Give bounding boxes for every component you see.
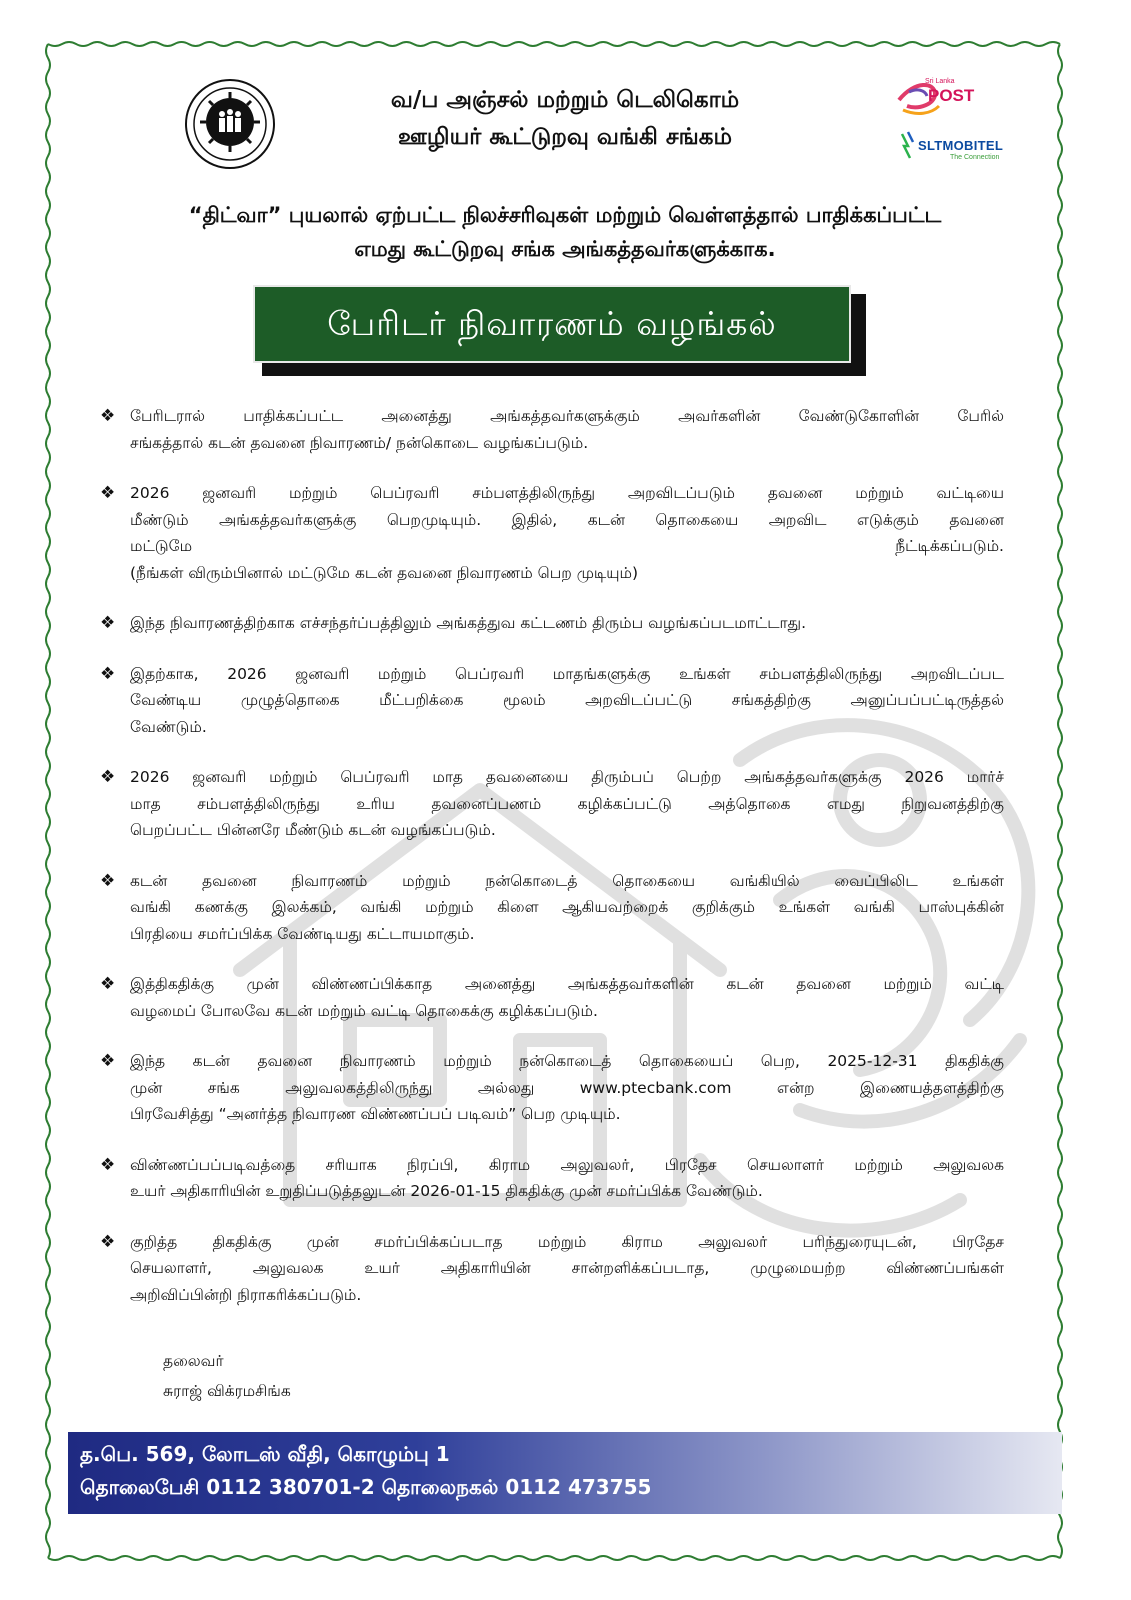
intro-line2: எமது கூட்டுறவு சங்க அங்கத்தவர்களுக்காக. (354, 237, 776, 261)
list-item-line: மீண்டும் அங்கத்தவர்களுக்கு பெறமுடியும். இதில், கடன் தொகையை அறவிட எடுக்கும் தவனை (130, 510, 1004, 529)
list-item-line: விண்ணப்பப்படிவத்தை சரியாக நிரப்பி, கிராம அலுவலர், பிரதேச செயலாளர் மற்றும் அலுவலக (130, 1155, 1004, 1174)
list-item (100, 1048, 1004, 1128)
list-item (100, 764, 1004, 844)
footer-phone-fax: தொலைபேசி 0112 380701-2 தொலைநகல் 0112 473755 (80, 1475, 652, 1499)
slt-tagline: The Connection (950, 154, 1000, 161)
list-item-line: இதற்காக, 2026 ஜனவரி மற்றும் பெப்ரவரி மாதங்களுக்கு உங்கள் சம்பளத்திலிருந்து அறவிடப்பட (130, 664, 1004, 683)
list-item-line: வேண்டிய முழுத்தொகை மீட்பறிக்கை மூலம் அறவிடப்பட்டு சங்கத்திற்கு அனுப்பப்பட்டிருத்தல் (130, 691, 1004, 709)
list-item-line: மாத சம்பளத்திலிருந்து உரிய தவனைப்பணம் கழிக்கப்பட்டு அத்தொகை எமது நிறுவனத்திற்கு (130, 794, 1004, 813)
list-item-line: இந்த நிவாரணத்திற்காக எச்சந்தர்ப்பத்திலும் அங்கத்துவ கட்டணம் திரும்ப வழங்கப்படமாட்டாது. (130, 614, 807, 632)
intro-line1: “திட்வா” புயலால் ஏற்பட்ட நிலச்சரிவுகள் மற்றும் வெள்ளத்தால் பாதிக்கப்பட்ட (188, 203, 942, 227)
list-item (100, 971, 1004, 1024)
list-item-line: பிரவேசித்து “அனர்த்த நிவாரண விண்ணப்பப் படிவம்” பெற முடியும். (130, 1105, 621, 1123)
diamond-bullet-icon: ❖ (100, 613, 116, 633)
diamond-bullet-icon: ❖ (100, 974, 116, 994)
footer-address: த.பெ. 569, லோடஸ் வீதி, கொழும்பு 1 (80, 1442, 450, 1466)
list-item (100, 480, 1004, 586)
list-item-line: (நீங்கள் விரும்பினால் மட்டுமே கடன் தவனை நிவாரணம் பெற முடியும்) (130, 563, 639, 582)
list-item (100, 403, 1004, 456)
list-item-line: பிரதியை சமர்ப்பிக்க வேண்டியது கட்டாயமாகும். (130, 924, 475, 943)
signatory-title: தலைவர் (163, 1352, 224, 1370)
signature-block (163, 1346, 291, 1406)
list-item-line: இந்த கடன் தவனை நிவாரணம் மற்றும் நன்கொடைத் தொகையைப் பெற, 2025-12-31 திகதிக்கு (130, 1052, 1004, 1070)
list-item-line: அறிவிப்பின்றி நிராகரிக்கப்படும். (130, 1285, 362, 1304)
list-item-line: வங்கி கணக்கு இலக்கம், வங்கி மற்றும் கிளை ஆகியவற்றைக் குறிக்கும் உங்கள் வங்கி பாஸ்புக்கின் (130, 898, 1004, 916)
diamond-bullet-icon: ❖ (100, 1051, 116, 1071)
relief-conditions-list (100, 403, 1004, 1332)
relief-banner-title: பேரிடர் நிவாரணம் வழங்கல் (253, 285, 851, 363)
union-seal-icon (184, 78, 276, 170)
list-item-line: மட்டுமே நீட்டிக்கப்படும். (130, 537, 1004, 555)
organization-title-line2: ஊழியர் கூட்டுறவு வங்கி சங்கம் (397, 124, 733, 150)
signatory-name: சுராஜ் விக்ரமசிங்க (163, 1382, 291, 1400)
list-item-line: உயர் அதிகாரியின் உறுதிப்படுத்தலுடன் 2026-01-15 திகதிக்கு முன் சமர்ப்பிக்க வேண்டும். (130, 1182, 763, 1200)
footer-contact (80, 1438, 651, 1504)
diamond-bullet-icon: ❖ (100, 1154, 116, 1175)
intro-heading (70, 198, 1060, 266)
list-item-line: இத்திகதிக்கு முன் விண்ணப்பிக்காத அனைத்து அங்கத்தவர்களின் கடன் தவனை மற்றும் வட்டி (130, 975, 1004, 993)
organization-title-line1: வ/ப அஞ்சல் மற்றும் டெலிகொம் (390, 87, 740, 113)
list-item-line: குறித்த திகதிக்கு முன் சமர்ப்பிக்கப்படாத மற்றும் கிராம அலுவலர் பரிந்துரையுடன், பிரதேச (130, 1232, 1004, 1251)
list-item-line: செயலாளர், அலுவலக உயர் அதிகாரியின் சான்றளிக்கப்படாத, முழுமையற்ற விண்ணப்பங்கள் (130, 1259, 1004, 1277)
list-item-line: 2026 ஜனவரி மற்றும் பெப்ரவரி சம்பளத்திலிருந்து அறவிடப்படும் தவனை மற்றும் வட்டியை (130, 484, 1004, 502)
slt-brand: SLTMOBITEL (918, 138, 1004, 153)
list-item-line: வேண்டும். (130, 717, 207, 736)
list-item (100, 610, 1004, 637)
post-brand-small: Sri Lanka (925, 78, 955, 85)
list-item-line: சங்கத்தால் கடன் தவனை நிவாரணம்/ நன்கொடை வழங்கப்படும். (130, 433, 589, 452)
list-item-line: கடன் தவனை நிவாரணம் மற்றும் நன்கொடைத் தொகையை வங்கியில் வைப்பிலிட உங்கள் (130, 871, 1004, 890)
diamond-bullet-icon: ❖ (100, 663, 116, 684)
diamond-bullet-icon: ❖ (100, 1231, 116, 1252)
list-item (100, 868, 1004, 948)
diamond-bullet-icon: ❖ (100, 767, 116, 787)
diamond-bullet-icon: ❖ (100, 870, 116, 891)
list-item (100, 1229, 1004, 1309)
list-item-line: பெறப்பட்ட பின்னரே மீண்டும் கடன் வழங்கப்படும். (130, 821, 496, 839)
diamond-bullet-icon: ❖ (100, 406, 116, 426)
list-item-line: வழமைப் போலவே கடன் மற்றும் வட்டி தொகைக்கு கழிக்கப்படும். (130, 1001, 598, 1020)
diamond-bullet-icon: ❖ (100, 483, 116, 503)
list-item-line: பேரிடரால் பாதிக்கப்பட்ட அனைத்து அங்கத்தவர்களுக்கும் அவர்களின் வேண்டுகோளின் பேரில் (130, 407, 1004, 425)
list-item-line: 2026 ஜனவரி மற்றும் பெப்ரவரி மாத தவனையை திரும்பப் பெற்ற அங்கத்தவர்களுக்கு 2026 மார்ச் (130, 768, 1004, 786)
organization-title (290, 82, 840, 156)
list-item-line: முன் சங்க அலுவலகத்திலிருந்து அல்லது www.ptecbank.com என்ற இணையத்தளத்திற்கு (130, 1078, 1004, 1097)
post-brand: POST (928, 86, 975, 105)
list-item (100, 1152, 1004, 1205)
list-item (100, 661, 1004, 741)
